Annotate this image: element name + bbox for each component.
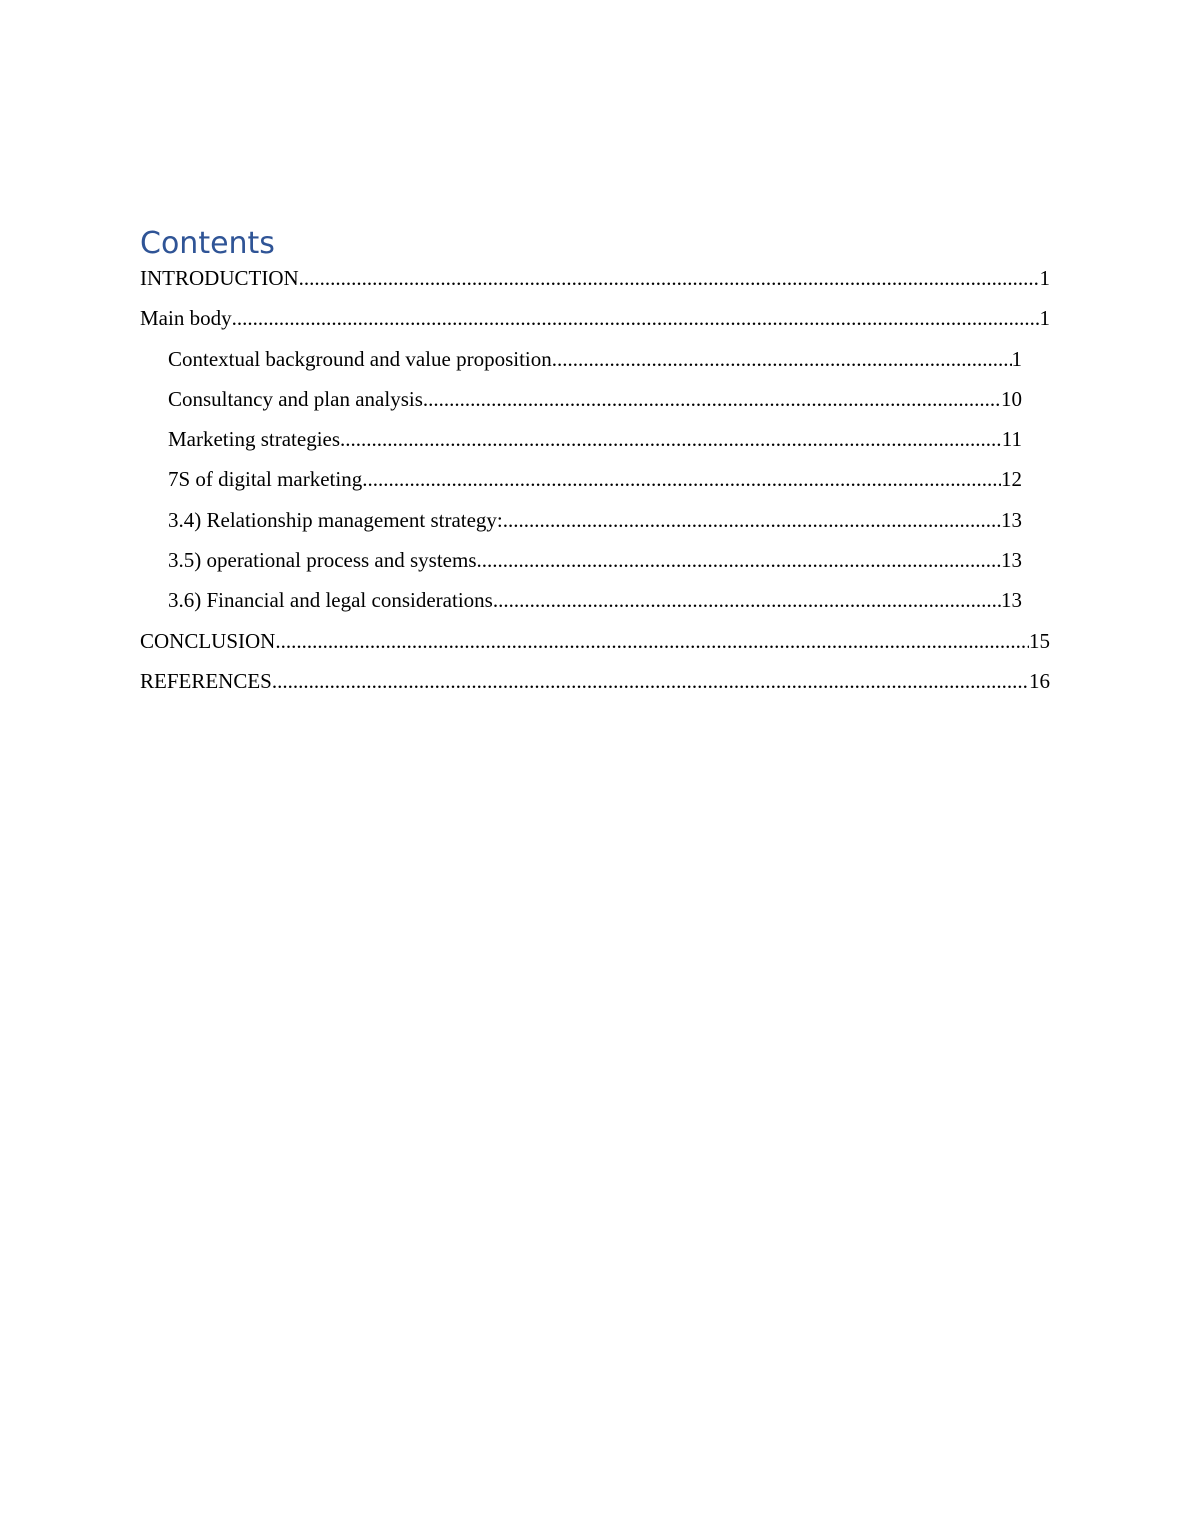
toc-dot-leader [362,459,1001,499]
toc-entry-conclusion[interactable] [140,621,1050,661]
toc-entry-label: 3.6) Financial and legal considerations [168,588,493,613]
toc-entry-marketing-strategies[interactable] [140,419,1050,459]
toc-page-number: 13 [1001,548,1022,573]
toc-entry-references[interactable] [140,661,1050,701]
table-of-contents [140,258,1050,701]
toc-entry-label: INTRODUCTION [140,266,299,290]
toc-entry-label: REFERENCES [140,668,272,693]
toc-page-number: 1 [1039,266,1050,290]
toc-page-number: 13 [1001,507,1022,532]
toc-dot-leader [275,621,1029,661]
toc-title: Contents [140,226,275,261]
toc-entry-introduction[interactable] [140,258,1050,298]
toc-dot-leader [552,339,1012,379]
toc-entry-label: CONCLUSION [140,628,276,653]
toc-dot-leader [232,298,1040,338]
toc-entry-financial-legal[interactable] [140,580,1050,620]
toc-page-number: 1 [1011,346,1022,371]
toc-dot-leader [477,540,1001,580]
toc-entry-label: Contextual background and value proposition [168,346,552,371]
toc-page-number: 1 [1039,306,1050,331]
toc-entry-consultancy-plan-analysis[interactable] [140,379,1050,419]
toc-entry-label: Marketing strategies [168,427,341,452]
toc-entry-label: 7S of digital marketing [168,467,363,492]
toc-entry-7s-digital-marketing[interactable] [140,459,1050,499]
toc-dot-leader [423,379,1001,419]
toc-page-number: 10 [1001,386,1022,411]
toc-dot-leader [299,258,1040,298]
toc-entry-operational-process[interactable] [140,540,1050,580]
toc-entry-label: Main body [140,306,232,331]
toc-dot-leader [272,661,1029,701]
toc-page-number: 15 [1029,628,1050,653]
toc-entry-relationship-management[interactable] [140,500,1050,540]
toc-entry-label: 3.4) Relationship management strategy: [168,507,503,532]
toc-dot-leader [503,500,1001,540]
toc-dot-leader [493,580,1001,620]
toc-entry-main-body[interactable] [140,298,1050,338]
toc-page-number: 16 [1029,668,1050,693]
toc-page-number: 11 [1001,427,1022,452]
toc-entry-label: Consultancy and plan analysis [168,386,423,411]
toc-entry-label: 3.5) operational process and systems [168,548,477,573]
toc-entry-contextual-background[interactable] [140,339,1050,379]
toc-page-number: 12 [1001,467,1022,492]
toc-page-number: 13 [1001,588,1022,613]
toc-dot-leader [340,419,1002,459]
